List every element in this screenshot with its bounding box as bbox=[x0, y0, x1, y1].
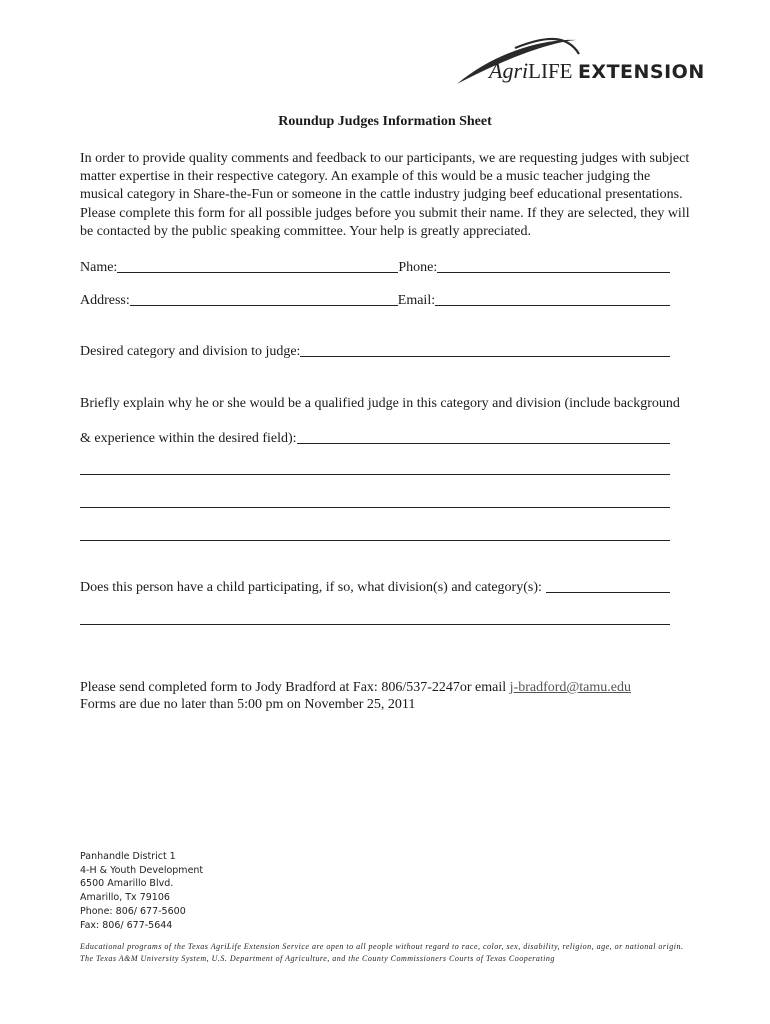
child-label: Does this person have a child participating, if so, what division(s) and category(s): bbox=[80, 580, 542, 595]
category-row bbox=[80, 340, 670, 360]
explain-line-3[interactable] bbox=[80, 507, 670, 508]
name-label: Name: bbox=[80, 260, 118, 275]
name-field[interactable] bbox=[117, 257, 398, 273]
contact-line: 6500 Amarillo Blvd. bbox=[80, 878, 174, 890]
child-row bbox=[80, 576, 670, 596]
address-email-row bbox=[80, 289, 670, 309]
name-phone-row bbox=[80, 256, 670, 276]
category-field[interactable] bbox=[300, 341, 670, 357]
send-instructions bbox=[80, 679, 631, 696]
contact-block bbox=[80, 850, 203, 932]
logo-extension: EXTENSION bbox=[577, 61, 705, 83]
due-date: Forms are due no later than 5:00 pm on November 25, 2011 bbox=[80, 697, 416, 712]
agrilife-extension-logo bbox=[455, 34, 720, 90]
child-field[interactable] bbox=[546, 577, 670, 593]
category-label: Desired category and division to judge: bbox=[80, 344, 301, 359]
email-link[interactable]: j-bradford@tamu.edu bbox=[509, 680, 631, 695]
explain-label-continued: & experience within the desired field): bbox=[80, 431, 297, 446]
explain-line-2[interactable] bbox=[80, 474, 670, 475]
email-label: Email: bbox=[397, 293, 436, 308]
disclaimer-line-2: The Texas A&M University System, U.S. Department of Agriculture, and the County Commissioners Courts of Texas Cooperating bbox=[80, 954, 555, 963]
phone-field[interactable] bbox=[437, 257, 670, 273]
phone-label: Phone: bbox=[398, 260, 438, 275]
child-line-2[interactable] bbox=[80, 624, 670, 625]
contact-line: Phone: 806/ 677-5600 bbox=[80, 905, 186, 917]
logo-wordmark bbox=[489, 58, 705, 84]
explain-label: Briefly explain why he or she would be a qualified judge in this category and division (include background bbox=[80, 396, 680, 411]
address-label: Address: bbox=[80, 293, 130, 308]
explain-field[interactable] bbox=[297, 428, 670, 444]
contact-line: Fax: 806/ 677-5644 bbox=[80, 919, 173, 931]
intro-paragraph: In order to provide quality comments and feedback to our participants, we are requesting judges with subject matter expertise in their respective category. An example of this would be a music teacher judging the musical category in Share-the-Fun or someone in the cattle industry judging beef educational presentations. Please complete this form for all possible judges before you submit their name. If they are selected, they will be contacted by the public speaking committee. Your help is greatly appreciated. bbox=[80, 151, 690, 239]
email-field[interactable] bbox=[435, 290, 670, 306]
send-text: Please send completed form to Jody Bradford at Fax: 806/537-2247or email bbox=[80, 680, 510, 695]
logo-life: LIFE bbox=[528, 59, 573, 83]
explain-row bbox=[80, 427, 670, 447]
contact-line: Amarillo, Tx 79106 bbox=[80, 892, 170, 904]
contact-line: 4-H & Youth Development bbox=[80, 864, 204, 876]
contact-line: Panhandle District 1 bbox=[80, 851, 176, 862]
logo-agri: Agri bbox=[489, 58, 529, 83]
page-title: Roundup Judges Information Sheet bbox=[278, 114, 492, 129]
disclaimer bbox=[80, 941, 683, 965]
explain-line-4[interactable] bbox=[80, 540, 670, 541]
disclaimer-line-1: Educational programs of the Texas AgriLife Extension Service are open to all people without regard to race, color, sex, disability, religion, age, or national origin. bbox=[80, 942, 684, 951]
address-field[interactable] bbox=[130, 290, 398, 306]
